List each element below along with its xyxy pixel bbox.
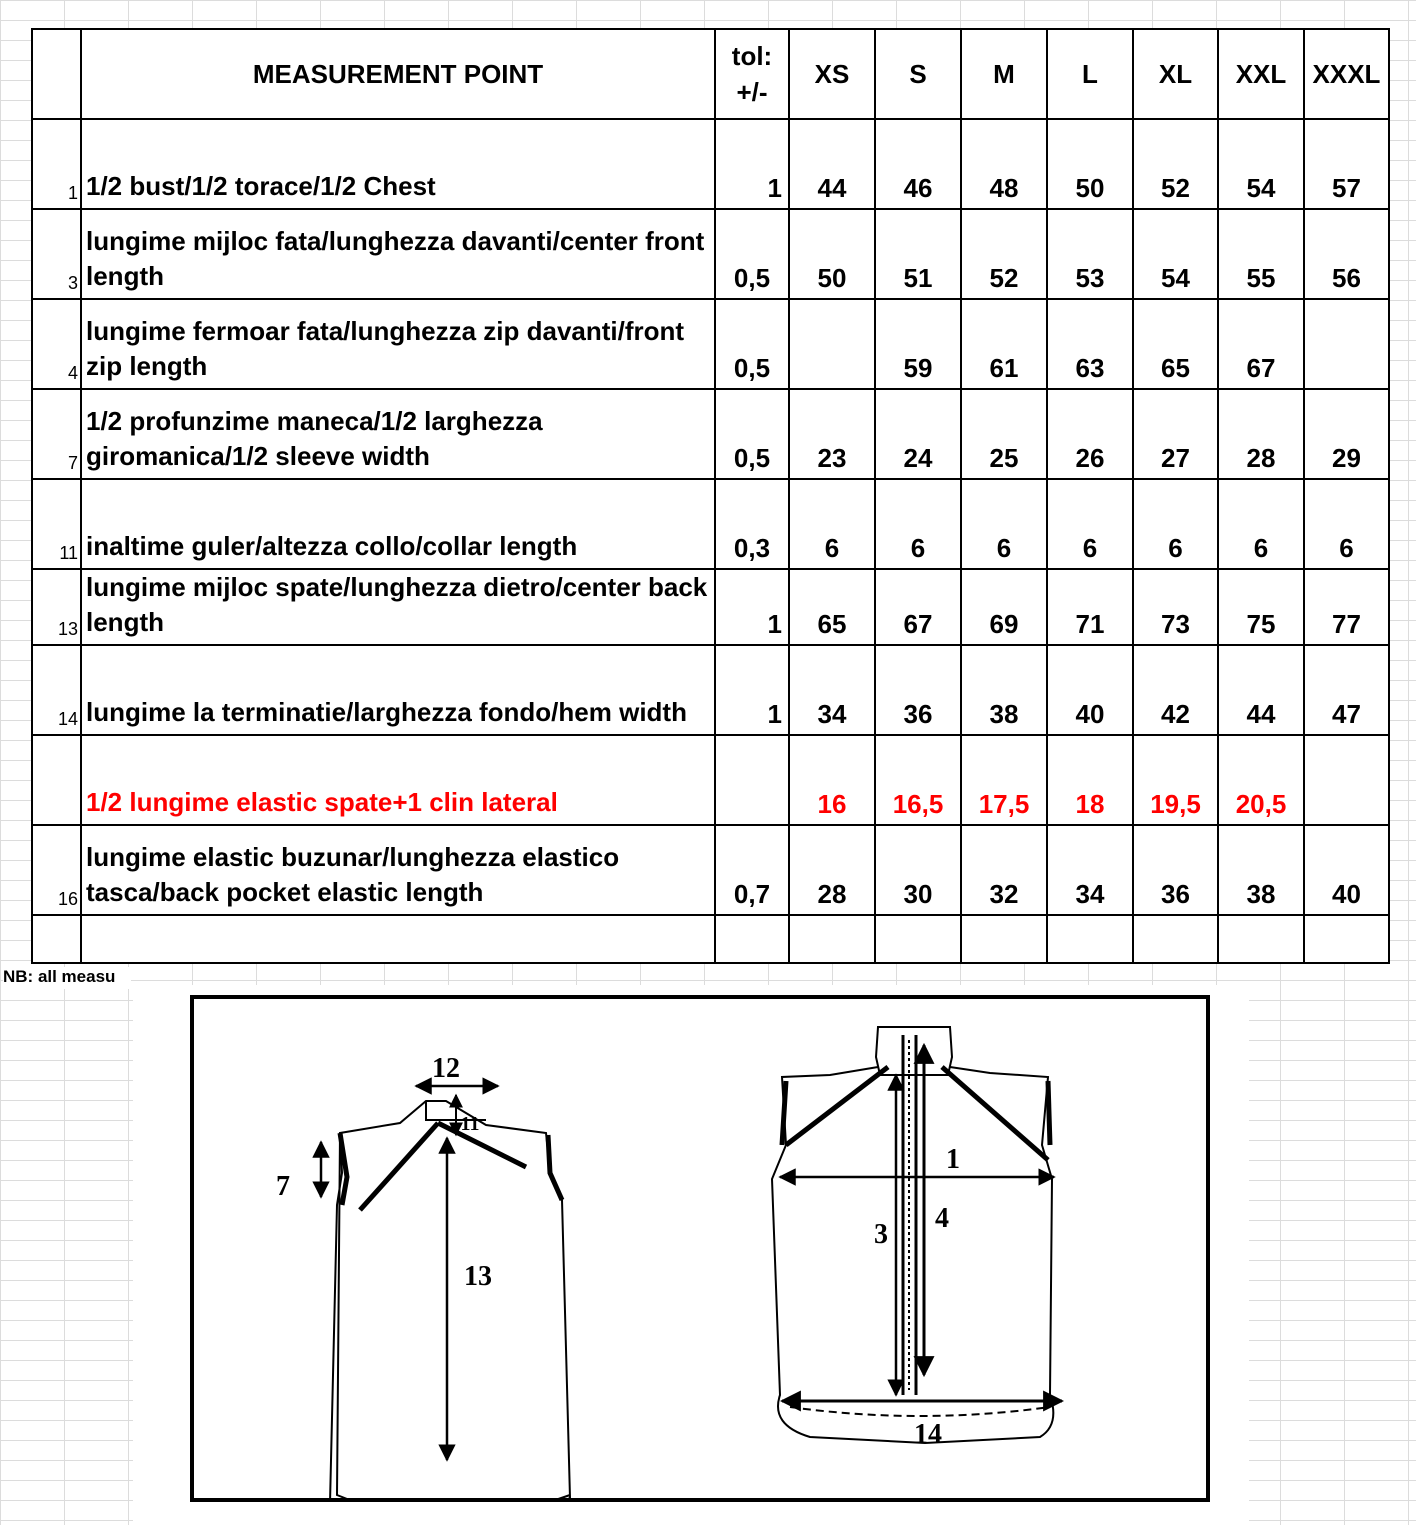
row-number: 7 <box>32 389 81 479</box>
value-xs: 28 <box>789 825 875 915</box>
measurement-label: lungime mijloc spate/lunghezza dietro/center back length <box>81 569 715 645</box>
header-tol-line1: tol: <box>731 41 773 71</box>
value-xxxl: 47 <box>1304 645 1389 735</box>
tolerance-value <box>715 735 789 825</box>
sketch-label-4: 4 <box>935 1203 949 1234</box>
table-row <box>32 209 1389 299</box>
value-l: 26 <box>1047 389 1133 479</box>
value-xxxl: 57 <box>1304 119 1389 209</box>
value-m: 69 <box>961 569 1047 645</box>
garment-sketch <box>190 995 1210 1502</box>
value-l: 63 <box>1047 299 1133 389</box>
row-number: 14 <box>32 645 81 735</box>
measurement-label: 1/2 profunzime maneca/1/2 larghezza giromanica/1/2 sleeve width <box>81 389 715 479</box>
row-number: 1 <box>32 119 81 209</box>
empty-cell <box>81 915 715 963</box>
front-vest-drawing <box>772 1027 1053 1443</box>
value-m: 52 <box>961 209 1047 299</box>
empty-cell <box>875 915 961 963</box>
measurement-label: inaltime guler/altezza collo/collar length <box>81 479 715 569</box>
value-m: 32 <box>961 825 1047 915</box>
value-s: 59 <box>875 299 961 389</box>
value-xxl: 44 <box>1218 645 1304 735</box>
row-number: 11 <box>32 479 81 569</box>
header-num-cell <box>32 29 81 119</box>
table-row <box>32 645 1389 735</box>
value-s: 6 <box>875 479 961 569</box>
table-row <box>32 735 1389 825</box>
back-vest-lower <box>337 1133 570 1502</box>
value-xl: 73 <box>1133 569 1218 645</box>
value-xxl: 28 <box>1218 389 1304 479</box>
tolerance-value: 1 <box>715 569 789 645</box>
row-number: 3 <box>32 209 81 299</box>
header-row <box>32 29 1389 119</box>
sketch-label-13: 13 <box>464 1261 492 1292</box>
table-row <box>32 299 1389 389</box>
back-vest-drawing <box>330 1101 570 1502</box>
value-m: 48 <box>961 119 1047 209</box>
table-row <box>32 389 1389 479</box>
value-xl: 6 <box>1133 479 1218 569</box>
header-size-xs: XS <box>789 29 875 119</box>
header-size-l: L <box>1047 29 1133 119</box>
header-size-s: S <box>875 29 961 119</box>
value-xs: 44 <box>789 119 875 209</box>
sketch-label-3: 3 <box>874 1219 888 1250</box>
value-m: 38 <box>961 645 1047 735</box>
value-l: 34 <box>1047 825 1133 915</box>
value-xs: 6 <box>789 479 875 569</box>
value-l: 53 <box>1047 209 1133 299</box>
value-m: 25 <box>961 389 1047 479</box>
value-xl: 54 <box>1133 209 1218 299</box>
empty-cell <box>32 915 81 963</box>
value-s: 30 <box>875 825 961 915</box>
sketch-label-12: 12 <box>432 1053 460 1084</box>
tolerance-value: 0,5 <box>715 299 789 389</box>
value-xxl: 55 <box>1218 209 1304 299</box>
value-xxxl: 40 <box>1304 825 1389 915</box>
value-l: 50 <box>1047 119 1133 209</box>
value-s: 36 <box>875 645 961 735</box>
value-xs: 50 <box>789 209 875 299</box>
note-text: NB: all measu <box>3 967 131 989</box>
measurement-table <box>31 28 1390 964</box>
empty-row <box>32 915 1389 963</box>
sketch-label-14: 14 <box>914 1419 942 1450</box>
tolerance-value: 0,7 <box>715 825 789 915</box>
row-number: 4 <box>32 299 81 389</box>
header-tol-line2: +/- <box>736 77 768 107</box>
header-measurement-point: MEASUREMENT POINT <box>81 29 715 119</box>
empty-cell <box>715 915 789 963</box>
empty-cell <box>1218 915 1304 963</box>
sketch-label-11: 11 <box>460 1113 480 1135</box>
value-xs: 65 <box>789 569 875 645</box>
value-s: 67 <box>875 569 961 645</box>
measurement-label: 1/2 bust/1/2 torace/1/2 Chest <box>81 119 715 209</box>
measurement-label: lungime elastic buzunar/lunghezza elastico tasca/back pocket elastic length <box>81 825 715 915</box>
tolerance-value: 0,3 <box>715 479 789 569</box>
empty-cell <box>961 915 1047 963</box>
table-row <box>32 825 1389 915</box>
value-xxl: 54 <box>1218 119 1304 209</box>
value-xs <box>789 299 875 389</box>
row-number: 13 <box>32 569 81 645</box>
value-xl: 36 <box>1133 825 1218 915</box>
table-row <box>32 479 1389 569</box>
tolerance-value: 0,5 <box>715 389 789 479</box>
measurement-label: 1/2 lungime elastic spate+1 clin lateral <box>81 735 715 825</box>
value-s: 16,5 <box>875 735 961 825</box>
value-xxxl: 56 <box>1304 209 1389 299</box>
value-xxl: 67 <box>1218 299 1304 389</box>
value-l: 6 <box>1047 479 1133 569</box>
value-xs: 16 <box>789 735 875 825</box>
value-xxxl: 77 <box>1304 569 1389 645</box>
tolerance-value: 1 <box>715 645 789 735</box>
empty-cell <box>1047 915 1133 963</box>
value-xl: 65 <box>1133 299 1218 389</box>
value-xl: 52 <box>1133 119 1218 209</box>
value-xl: 42 <box>1133 645 1218 735</box>
value-xl: 19,5 <box>1133 735 1218 825</box>
header-tolerance <box>715 29 789 119</box>
measurement-label: lungime la terminatie/larghezza fondo/hem width <box>81 645 715 735</box>
value-s: 24 <box>875 389 961 479</box>
value-xxxl <box>1304 299 1389 389</box>
empty-cell <box>789 915 875 963</box>
value-m: 61 <box>961 299 1047 389</box>
value-xxxl <box>1304 735 1389 825</box>
value-l: 18 <box>1047 735 1133 825</box>
row-number <box>32 735 81 825</box>
value-xxxl: 6 <box>1304 479 1389 569</box>
header-size-m: M <box>961 29 1047 119</box>
tolerance-value: 1 <box>715 119 789 209</box>
empty-cell <box>1304 915 1389 963</box>
measurement-label: lungime fermoar fata/lunghezza zip davanti/front zip length <box>81 299 715 389</box>
value-xxl: 6 <box>1218 479 1304 569</box>
value-l: 40 <box>1047 645 1133 735</box>
header-size-xxl: XXL <box>1218 29 1304 119</box>
value-xl: 27 <box>1133 389 1218 479</box>
value-xxl: 20,5 <box>1218 735 1304 825</box>
header-size-xxxl: XXXL <box>1304 29 1389 119</box>
tolerance-value: 0,5 <box>715 209 789 299</box>
value-l: 71 <box>1047 569 1133 645</box>
value-s: 46 <box>875 119 961 209</box>
header-size-xl: XL <box>1133 29 1218 119</box>
value-m: 17,5 <box>961 735 1047 825</box>
value-s: 51 <box>875 209 961 299</box>
value-m: 6 <box>961 479 1047 569</box>
row-number: 16 <box>32 825 81 915</box>
table-row <box>32 119 1389 209</box>
table-row <box>32 569 1389 645</box>
empty-cell <box>1133 915 1218 963</box>
value-xxl: 38 <box>1218 825 1304 915</box>
value-xxl: 75 <box>1218 569 1304 645</box>
sketch-label-7: 7 <box>276 1171 290 1202</box>
value-xxxl: 29 <box>1304 389 1389 479</box>
value-xs: 34 <box>789 645 875 735</box>
sketch-label-1: 1 <box>946 1144 960 1175</box>
measurement-label: lungime mijloc fata/lunghezza davanti/center front length <box>81 209 715 299</box>
value-xs: 23 <box>789 389 875 479</box>
